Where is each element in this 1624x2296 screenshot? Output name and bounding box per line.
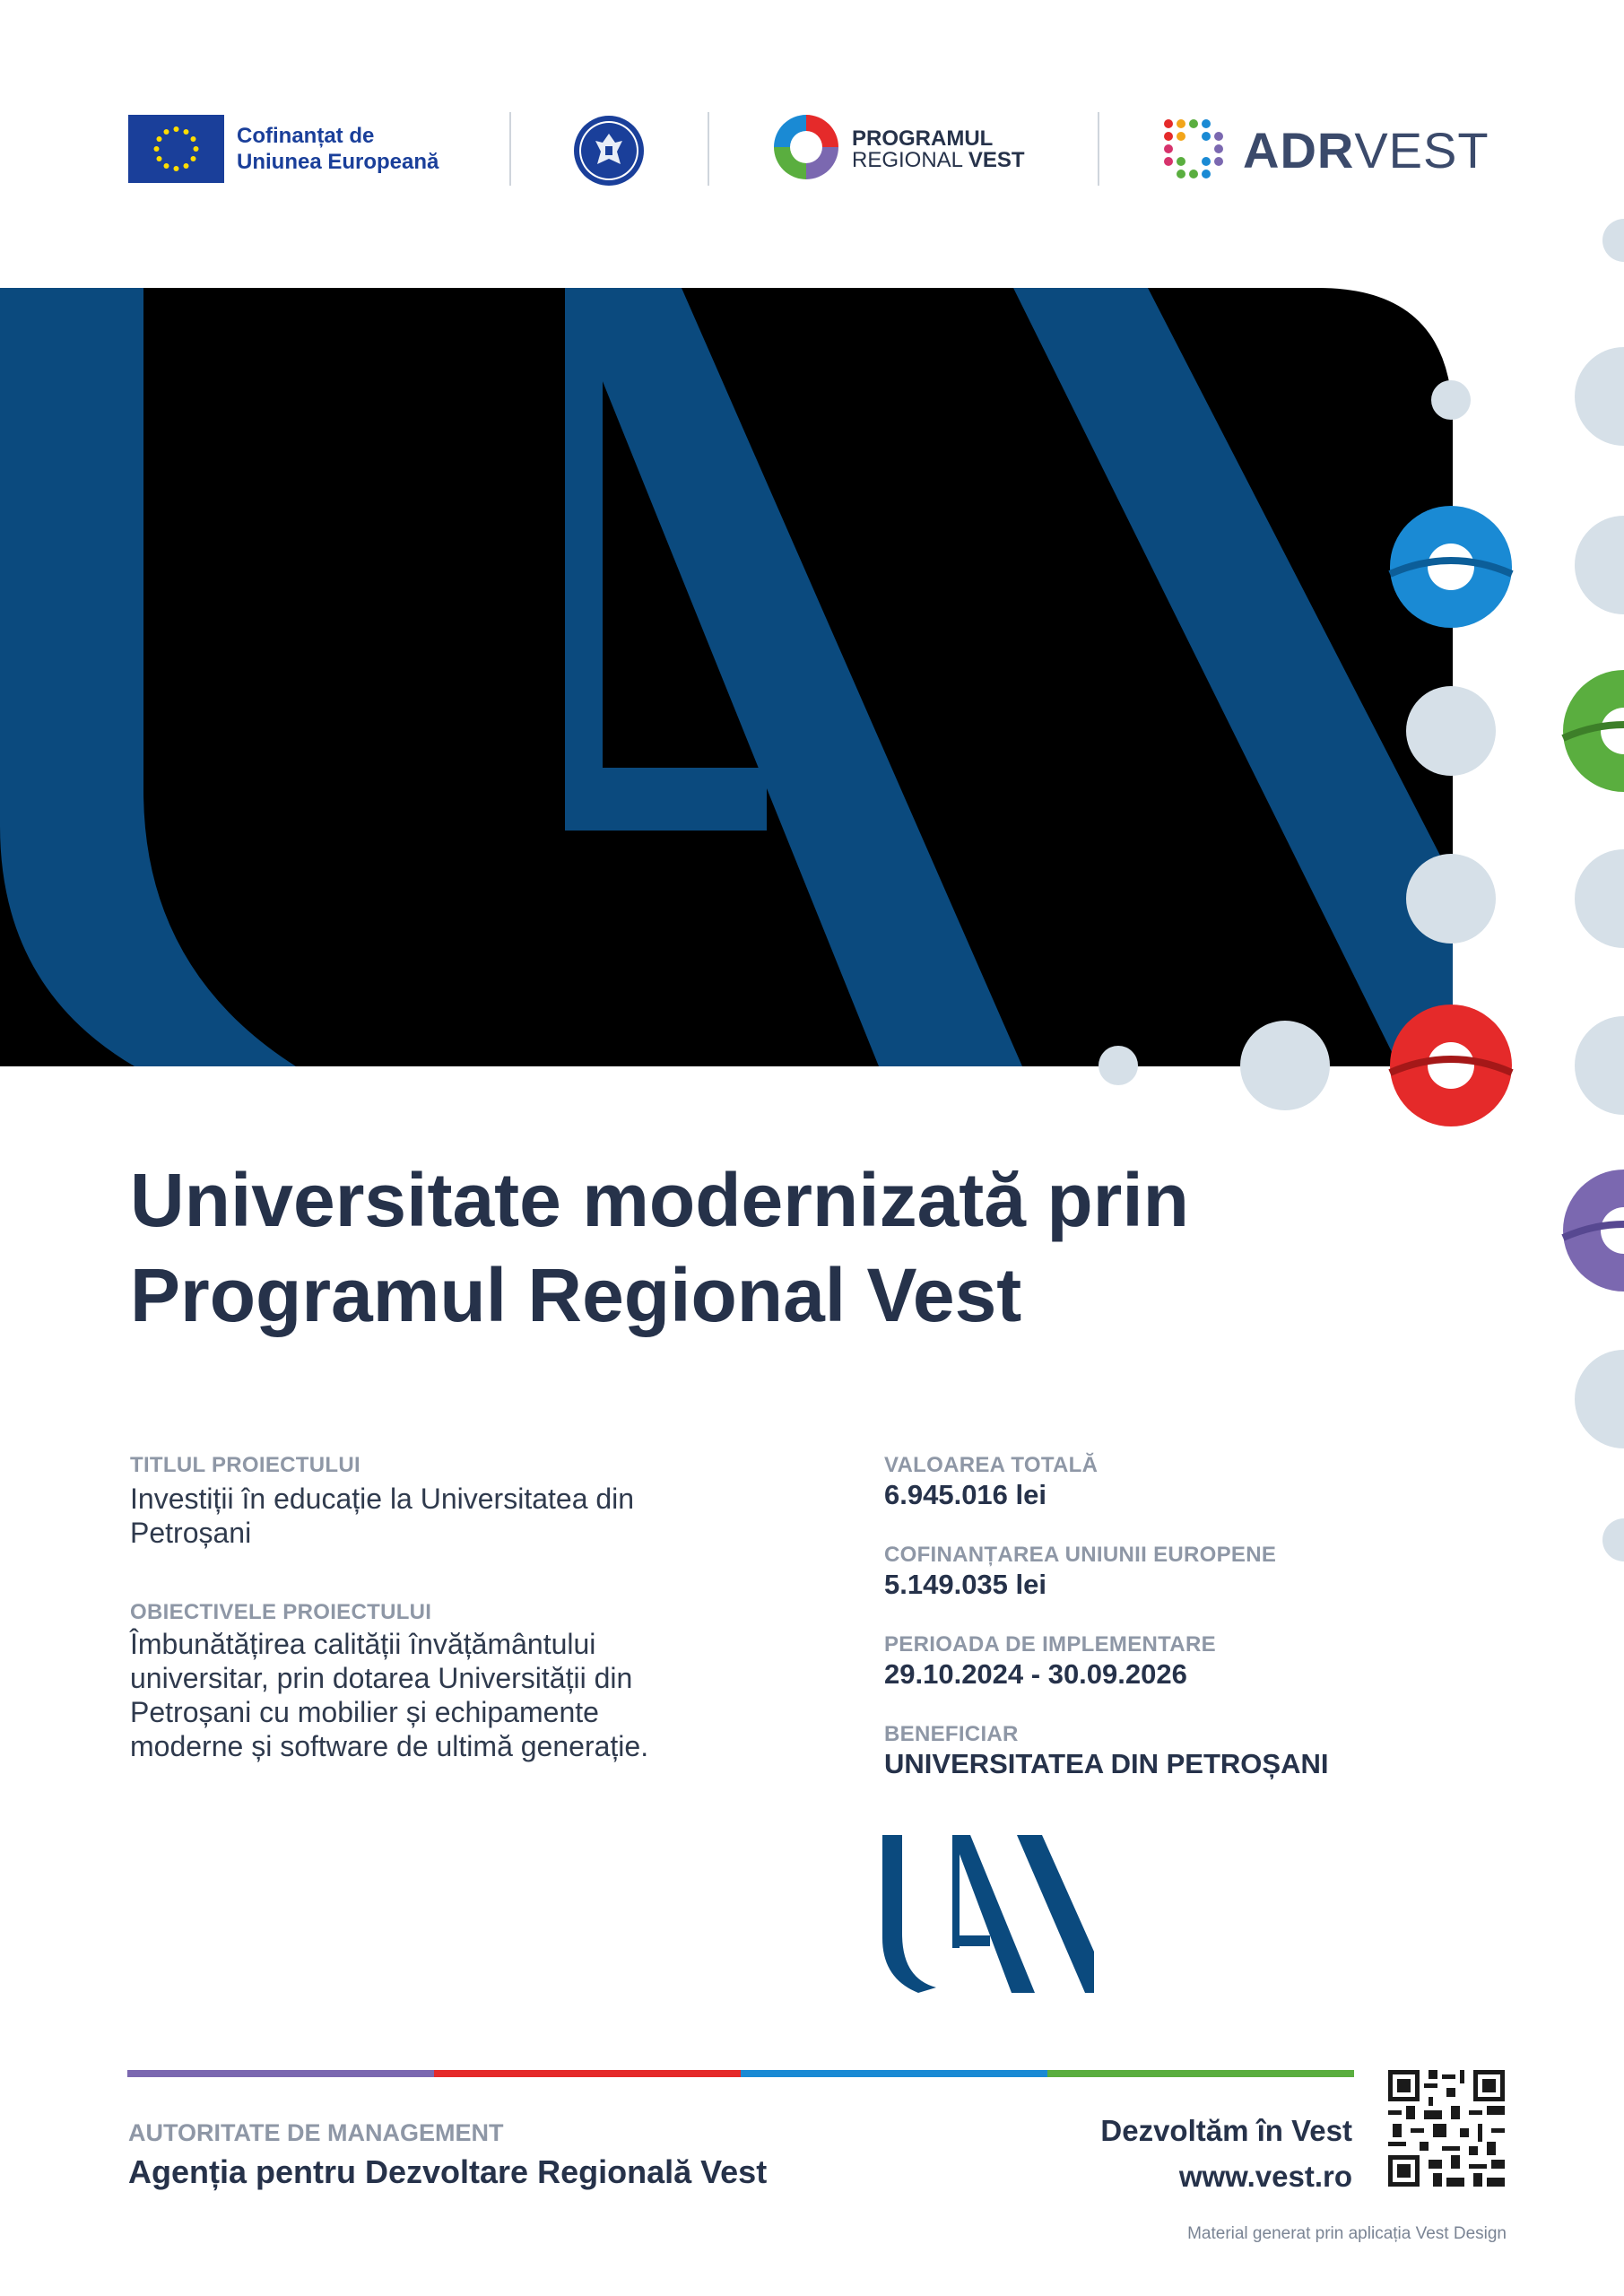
eu-cofinancing-label: COFINANȚAREA UNIUNII EUROPENE bbox=[884, 1543, 1277, 1567]
divider bbox=[509, 112, 511, 186]
page-title: Universitate modernizată prin Programul Regional Vest bbox=[130, 1158, 1189, 1337]
total-value-label: VALOAREA TOTALĂ bbox=[884, 1453, 1099, 1477]
divider bbox=[1098, 112, 1099, 186]
adr-dots-icon bbox=[1162, 117, 1225, 180]
color-bar-green bbox=[1047, 2070, 1354, 2077]
website-link[interactable]: www.vest.ro bbox=[1178, 2160, 1352, 2193]
project-objectives-label: OBIECTIVELE PROIECTULUI bbox=[130, 1600, 432, 1624]
color-bar-blue bbox=[741, 2070, 1047, 2077]
project-title-label: TITLUL PROIECTULUI bbox=[130, 1453, 360, 1477]
blue-ring-icon bbox=[1390, 506, 1512, 628]
color-bar-red bbox=[434, 2070, 741, 2077]
eu-cofinancing-text: Cofinanțat de Uniunea Europeană bbox=[237, 124, 439, 174]
project-facts bbox=[884, 1453, 1512, 1781]
decorative-dots bbox=[1058, 206, 1624, 1587]
authority-label: AUTORITATE DE MANAGEMENT bbox=[128, 2119, 504, 2146]
eu-cofinancing-value: 5.149.035 lei bbox=[884, 1569, 1046, 1600]
red-ring-icon bbox=[1390, 1004, 1512, 1126]
authority-name: Agenția pentru Dezvoltare Regională Vest bbox=[128, 2153, 768, 2190]
eu-flag-icon bbox=[128, 115, 224, 183]
purple-ring-icon bbox=[1563, 1170, 1624, 1292]
program-swirl-icon bbox=[772, 113, 840, 181]
beneficiary-label: BENEFICIAR bbox=[884, 1722, 1019, 1746]
beneficiary-value: UNIVERSITATEA DIN PETROȘANI bbox=[884, 1748, 1329, 1779]
project-title-value: Investiții în educație la Universitatea din Petroșani bbox=[130, 1483, 635, 1549]
university-logo-icon bbox=[882, 1835, 1094, 1993]
government-seal-icon bbox=[572, 114, 646, 187]
slogan: Dezvoltăm în Vest bbox=[1100, 2114, 1352, 2147]
implementation-period-value: 29.10.2024 - 30.09.2026 bbox=[884, 1658, 1187, 1690]
implementation-period-label: PERIOADA DE IMPLEMENTARE bbox=[884, 1632, 1216, 1657]
project-info bbox=[130, 1453, 847, 1763]
total-value: 6.945.016 lei bbox=[884, 1479, 1046, 1510]
green-ring-icon bbox=[1563, 670, 1624, 792]
qr-code-icon[interactable] bbox=[1388, 2070, 1505, 2187]
color-bar-purple bbox=[127, 2070, 434, 2077]
project-objectives-value: Îmbunătățirea calității învățământului universitar, prin dotarea Universității din Petroșani cu mobilier și echipamente moderne și software de ultimă generație. bbox=[130, 1628, 649, 1762]
divider bbox=[708, 112, 709, 186]
generated-note: Material generat prin aplicația Vest Design bbox=[1187, 2224, 1507, 2243]
adr-vest-logo-text: ADRVEST bbox=[1243, 122, 1489, 178]
program-regional-vest-text: PROGRAMUL REGIONAL VEST bbox=[852, 126, 1025, 172]
